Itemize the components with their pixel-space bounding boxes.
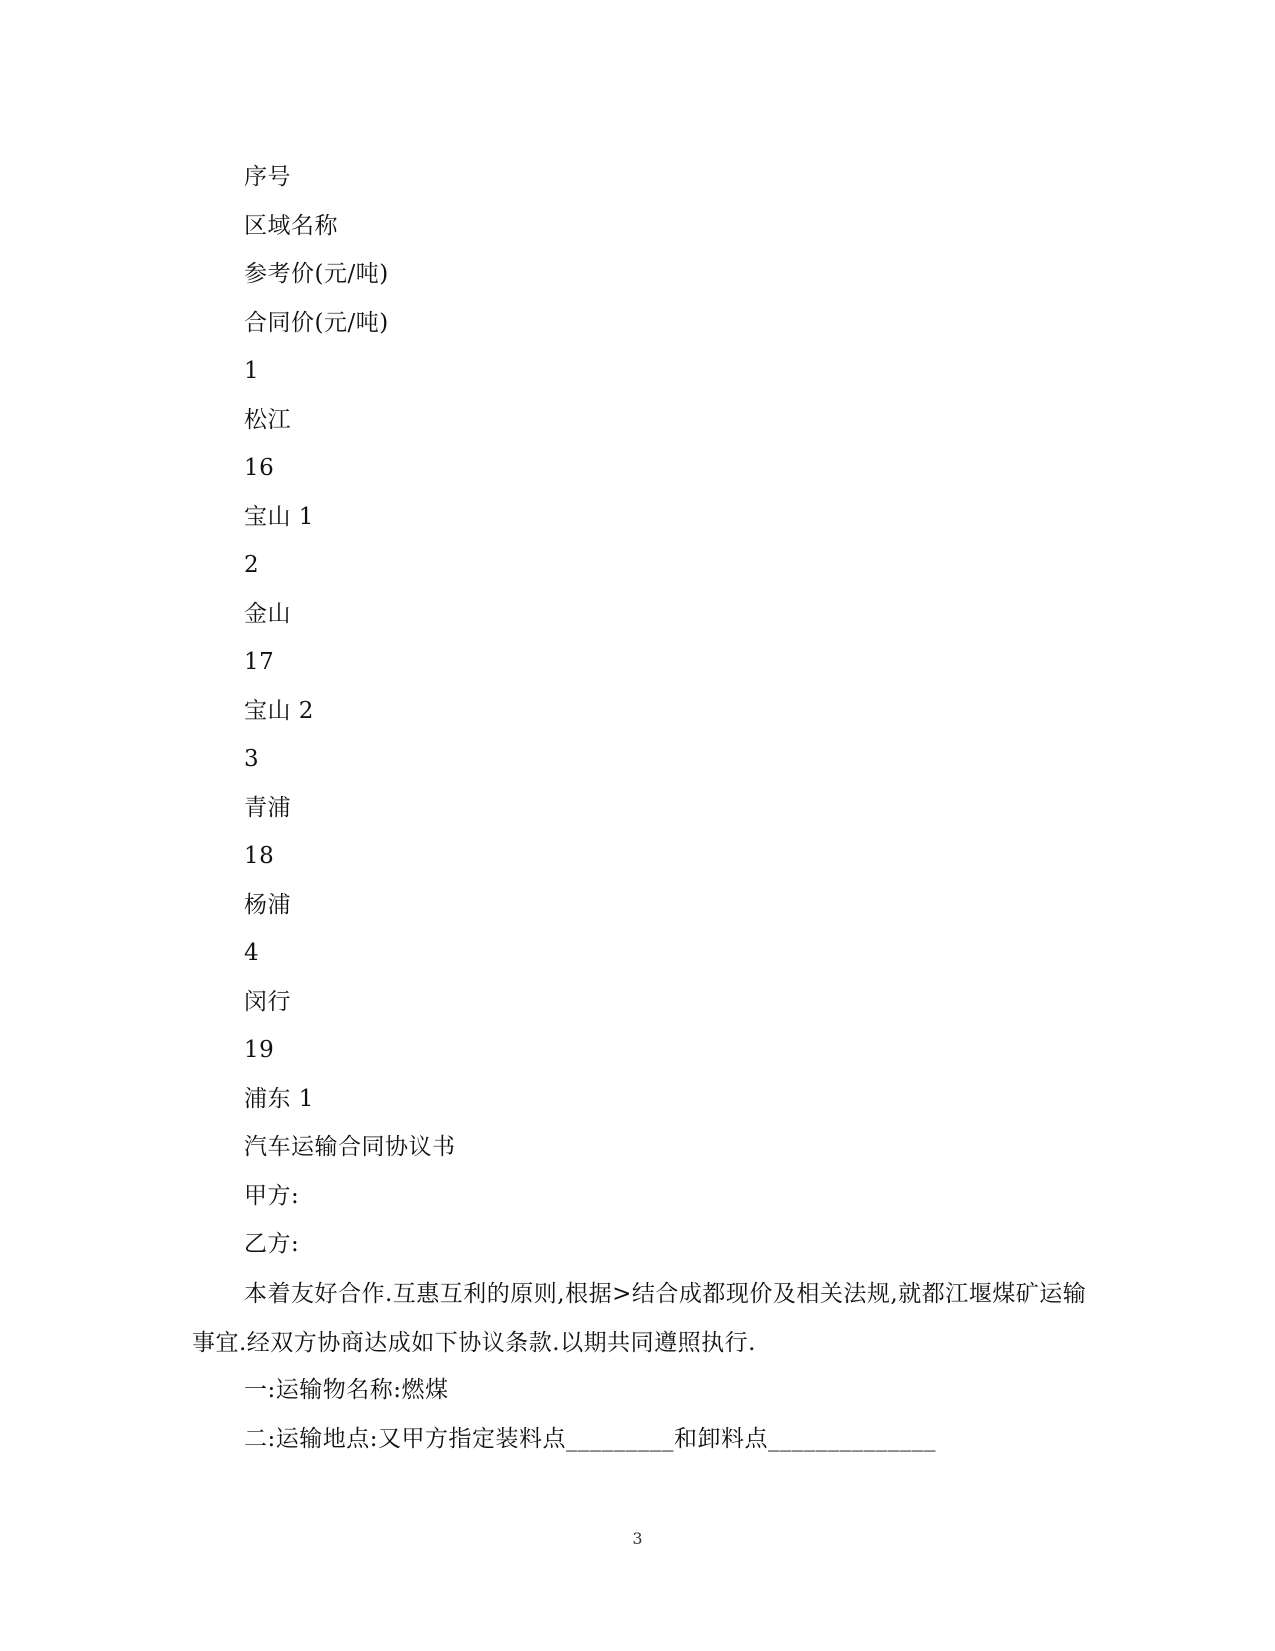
- line-item: 3: [244, 746, 260, 772]
- line-item: 松江: [244, 407, 291, 433]
- line-item: 18: [244, 843, 275, 869]
- line-reference-price-header: 参考价(元/吨): [244, 261, 389, 287]
- page-number: 3: [632, 1529, 643, 1548]
- line-item: 青浦: [244, 795, 291, 821]
- line-item: 闵行: [244, 989, 291, 1015]
- line-item: 16: [244, 455, 275, 481]
- line-item: 浦东 1: [244, 1086, 314, 1112]
- line-item: 17: [244, 649, 275, 675]
- party-a-label: 甲方:: [244, 1183, 300, 1209]
- line-item: 4: [244, 940, 260, 966]
- line-item: 宝山 2: [244, 698, 314, 724]
- clause-1: 一:运输物名称:燃煤: [244, 1377, 449, 1403]
- line-item: 1: [244, 358, 260, 384]
- party-b-label: 乙方:: [244, 1231, 300, 1257]
- intro-paragraph: 本着友好合作.互惠互利的原则,根据>结合成都现价及相关法规,就都江堰煤矿运输事宜.经双方协商达成如下协议条款.以期共同遵照执行.: [192, 1281, 1087, 1356]
- line-item: 2: [244, 552, 260, 578]
- line-item: 金山: [244, 601, 291, 627]
- line-region-header: 区域名称: [244, 213, 338, 239]
- line-contract-price-header: 合同价(元/吨): [244, 310, 389, 336]
- line-item: 杨浦: [244, 892, 291, 918]
- line-seq-header: 序号: [244, 164, 291, 190]
- line-item: 19: [244, 1037, 275, 1063]
- contract-title: 汽车运输合同协议书: [244, 1134, 456, 1160]
- clause-2: 二:运输地点:又甲方指定装料点_________和卸料点______________: [244, 1426, 936, 1452]
- line-item: 宝山 1: [244, 504, 314, 530]
